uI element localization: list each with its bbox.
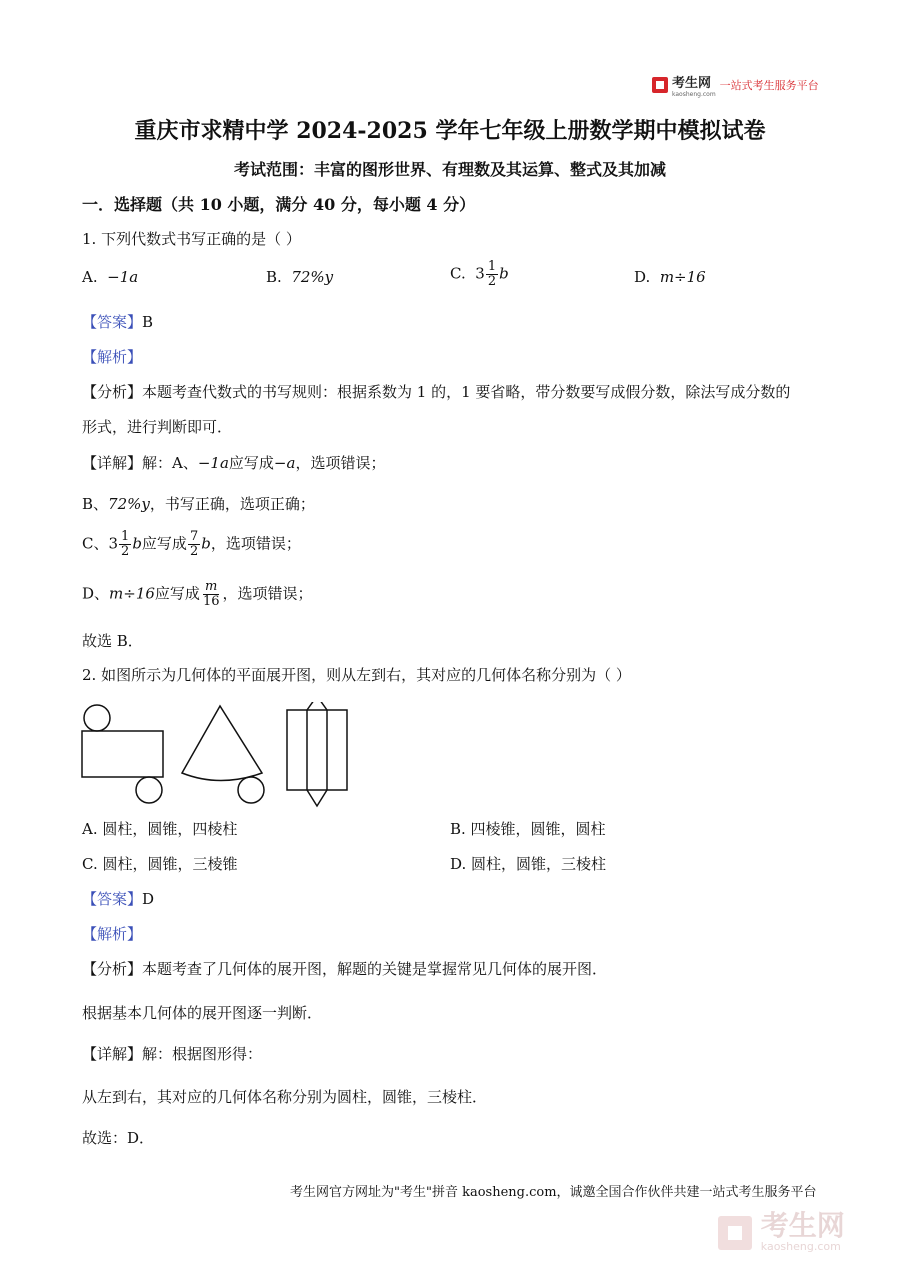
cylinder-net-bottom-circle xyxy=(136,777,162,803)
q1-option-c: C. 3 $\frac{1}{2}$ b xyxy=(450,259,509,289)
q2-nets-figure xyxy=(78,702,358,810)
q1-option-b: B. 72%y xyxy=(266,268,334,286)
brand-logo-icon xyxy=(652,77,668,93)
page-footer: 考生网官方网址为"考生"拼音 kaosheng.com，诚邀全国合作伙伴共建一站式考生服务平台 xyxy=(290,1185,817,1200)
header-logo xyxy=(652,72,819,98)
q1-fenxi-line2: 形式，进行判断即可． xyxy=(82,418,233,436)
page-title: 重庆市求精中学 2024-2025 学年七年级上册数学期中模拟试卷 xyxy=(134,118,766,144)
q2-answer: 【答案】D xyxy=(82,890,155,908)
q2-option-c: C. 圆柱，圆锥，三棱锥 xyxy=(82,855,238,873)
prism-net-bottom-triangle xyxy=(307,790,327,806)
q2-option-d: D. 圆柱，圆锥，三棱柱 xyxy=(450,855,607,873)
q2-option-b: B. 四棱锥，圆锥，圆柱 xyxy=(450,820,606,838)
q1-option-a: A. −1a xyxy=(82,268,139,286)
watermark-domain: kaosheng.com xyxy=(760,1240,841,1253)
q1-answer: 【答案】B xyxy=(82,313,154,331)
q2-fenxi: 【分析】本题考查了几何体的展开图，解题的关键是掌握常见几何体的展开图． xyxy=(82,960,608,978)
prism-net-rectangles xyxy=(287,710,347,790)
q1-detail-d: D、m÷16应写成 $\frac{m}{16}$ ，选项错误； xyxy=(82,579,313,609)
q1-option-d: D. m÷16 xyxy=(634,268,706,286)
brand-name: 考生网 xyxy=(672,76,712,91)
corner-watermark xyxy=(718,1209,845,1253)
brand-slogan: 一站式考生服务平台 xyxy=(719,79,819,92)
cylinder-net-top-circle xyxy=(84,705,110,731)
q1-analysis-tag: 【解析】 xyxy=(82,348,143,366)
q1-detail-b: B、72%y，书写正确，选项正确； xyxy=(82,495,315,513)
q2-detail: 【详解】解：根据图形得： xyxy=(82,1045,263,1063)
q1-detail-c: C、3 $\frac{1}{2}$ b应写成 $\frac{7}{2}$ b，选项错误； xyxy=(82,529,301,559)
cylinder-net-rectangle xyxy=(82,731,163,777)
watermark-logo-icon xyxy=(718,1216,752,1250)
q2-analysis-tag: 【解析】 xyxy=(82,925,143,943)
brand-domain: kaosheng.com xyxy=(672,91,716,98)
q1-conclusion: 故选 B． xyxy=(82,632,143,650)
prism-net-top-triangle xyxy=(307,702,327,710)
q2-conclusion: 故选：D． xyxy=(82,1129,155,1147)
watermark-brand: 考生网 xyxy=(760,1209,845,1242)
q2-fenxi2: 根据基本几何体的展开图逐一判断． xyxy=(82,1004,323,1022)
q1-fenxi-line1: 【分析】本题考查代数式的书写规则：根据系数为 1 的，1 要省略，带分数要写成假分数，除法写成分数的 xyxy=(82,383,791,401)
cone-net-base-circle xyxy=(238,777,264,803)
cone-net-sector xyxy=(182,706,262,781)
page-subtitle: 考试范围：丰富的图形世界、有理数及其运算、整式及其加减 xyxy=(233,160,666,179)
q1-stem: 1. 下列代数式书写正确的是（ ） xyxy=(82,230,301,248)
q1-detail-a: 【详解】解：A、−1a应写成−a，选项错误； xyxy=(82,454,386,472)
q2-stem: 2. 如图所示为几何体的平面展开图，则从左到右，其对应的几何体名称分别为（ ） xyxy=(82,666,631,684)
q2-detail2: 从左到右，其对应的几何体名称分别为圆柱，圆锥，三棱柱． xyxy=(82,1088,488,1106)
q2-option-a: A. 圆柱，圆锥，四棱柱 xyxy=(82,820,238,838)
section-heading: 一．选择题（共 10 小题，满分 40 分，每小题 4 分） xyxy=(82,195,476,214)
